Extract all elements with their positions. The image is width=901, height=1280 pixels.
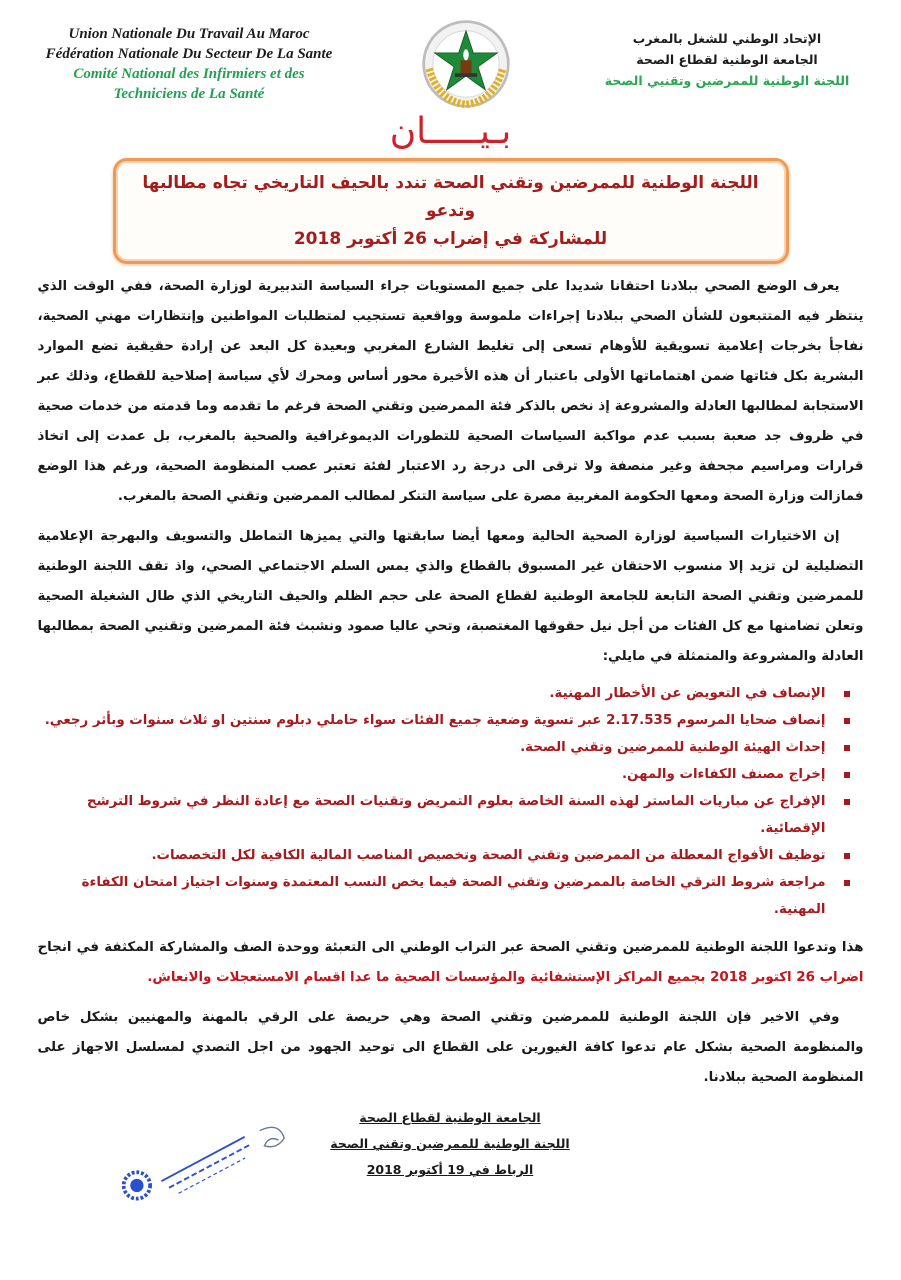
paragraph-4: وفي الاخير فإن اللجنة الوطنية للممرضين وتقني الصحة وهي حريصة على الرقي بالمهنة والمهنيين بشكل خاص والمنظومة الصحية بشكل عام تدعوا كافة الغيورين على القطاع الى توحيد الجهود من اجل التصدي لمسلسل الاجهاز على المنظومة الصحية ببلادنا. [37,1010,864,1085]
union-name-fr: Union Nationale Du Travail Au Maroc [68,26,310,42]
demand-text: الإنصاف في التعويض عن الأخطار المهنية. [549,686,826,701]
demand-text: الإفراج عن مباريات الماستر لهذه السنة الخاصة بعلوم التمريض وتقنيات الصحة مع إعادة النظر في شروط الترشح الإقصائية. [86,794,826,836]
document-type-label: بـيـــــان [389,111,512,152]
title-line-2: للمشاركة في إضراب 26 أكتوبر 2018 [293,229,608,249]
committee-name-fr-2: Techniciens de La Santé [113,86,265,102]
footer [0,1101,901,1219]
square-bullet-icon [844,691,850,697]
demand-item [38,842,864,869]
signature-federation: الجامعة الوطنية لقطاع الصحة [359,1110,541,1125]
signature-place-date: الرباط في 19 أكتوبر 2018 [366,1162,534,1177]
demands-list [38,680,864,923]
square-bullet-icon [844,799,850,805]
demand-text: إحداث الهيئة الوطنية للممرضين وتقني الصحة. [520,740,826,755]
demand-text: إنصاف ضحايا المرسوم 2.17.535 عبر تسوية وضعية جميع الفئات سواء حاملي دبلوم سنتين او ثلاث سنوات وبأثر رجعي. [44,713,826,728]
paragraph-3 [38,933,864,993]
union-name-ar: الإتحاد الوطني للشغل بالمغرب [632,31,822,46]
union-logo-icon [420,18,512,110]
committee-name-ar: اللجنة الوطنية للممرضين وتقنيي الصحة [604,73,850,88]
official-stamp-icon [118,1111,288,1207]
strike-announcement-text: اضراب 26 اكتوبر 2018 بجميع المراكز الإستشفائية والمؤسسات الصحية ما عدا اقسام الامستعجلات والانعاش. [147,970,864,985]
header-left-french [24,18,354,104]
letterhead [0,0,901,110]
square-bullet-icon [844,745,850,751]
demand-item [38,788,864,842]
square-bullet-icon [844,853,850,859]
federation-name-ar: الجامعة الوطنية لقطاع الصحة [636,52,818,67]
title-box [113,158,789,264]
square-bullet-icon [844,718,850,724]
title-line-1: اللجنة الوطنية للممرضين وتقني الصحة تندد بالحيف التاريخي تجاه مطالبها وتدعو [142,173,759,221]
demand-text: توظيف الأفواج المعطلة من الممرضين وتقني الصحة وتخصيص المناصب المالية الكافية لكل التخصصات. [151,848,826,863]
demand-item [38,761,864,788]
square-bullet-icon [844,772,850,778]
demand-item [38,680,864,707]
header-right-arabic [577,18,877,91]
logo-container [416,18,516,110]
demand-text: مراجعة شروط الترقي الخاصة بالممرضين وتقني الصحة فيما يخص النسب المعتمدة وسنوات اجتياز امتحان الكفاءة المهنية. [81,875,826,917]
square-bullet-icon [844,880,850,886]
committee-name-fr-1: Comité National des Infirmiers et des [73,66,305,82]
call-to-action-text: هذا وتدعوا اللجنة الوطنية للممرضين وتقني الصحة عبر التراب الوطني الى التعبئة ووحدة الصف والمشاركة المكثفة في انجاح [37,940,864,955]
paragraph-1: يعرف الوضع الصحي ببلادنا احتقانا شديدا على جميع المستويات جراء السياسة التدبيرية لوزارة الصحة، ففي الوقت الذي ينتظر فيه المتتبعون للشأن الصحي ببلادنا إجراءات ملموسة وواقعية تستجيب لمتطلبات المواطنين وإنتظارات مهني الصحية، نفاجأ بخرجات إعلامية تسويقية للأوهام تسعى إلى تغليط الشارع المغربي وبعيدة كل البعد عن إرادة حقيقية تضع الموارد البشرية بكل فئاتها ضمن اهتماماتها الأولى باعتبار أن هذه الأخيرة محور أساس ومحرك لأي سياسة إصلاحية للقطاع، وذلك عبر الاستجابة لمطالبها العادلة والمشروعة إذ نخص بالذكر فئة الممرضين وتقني الصحة فرغم ما تقدمه وما قدمته من خدمات صحية في ظروف جد صعبة بسبب عدم مواكبة السياسات الصحية للتطورات الديموغرافية والصحية بالمغرب، بل عمدت إلى اتخاذ قرارات ومراسيم مجحفة وغير منصفة ولا ترقى الى درجة رد الاعتبار لفئة تعتبر عصب المنظومة الصحية، ورغم هذا الوضع فمازالت وزارة الصحة ومعها الحكومة المغربية مصرة على سياسة التنكر لمطالب الممرضين وتقني الصحة بالمغرب. [37,279,864,504]
paragraph-2: إن الاختيارات السياسية لوزارة الصحية الحالية ومعها أيضا سابقتها والتي يميزها التماطل والتسويف والبهرجة الإعلامية التضليلية لن تزيد إلا منسوب الاحتقان غير المسبوق بالقطاع والذي يمس السلم الاجتماعي الصحي، واذ تقف اللجنة الوطنية للممرضين وتقني الصحة التابعة للجامعة الوطنية لقطاع الصحة على حجم الظلم والحيف التاريخي الذي طال الشغيلة الصحية وتعلن تضامنها مع كل الفئات من أجل نيل حقوقها المغتصبة، وتحي عاليا صمود ونشبث فئة الممرضين وتقنيي الصحة بمطالبها العادلة والمشروعة والمتمثلة في مايلي: [37,529,864,664]
demand-item [38,707,864,734]
federation-name-fr: Fédération Nationale Du Secteur De La Sante [45,46,333,62]
demand-item [38,869,864,923]
signature-committee: اللجنة الوطنية للممرضين وتقني الصحة [330,1136,570,1151]
signature-block [300,1105,600,1183]
demand-item [38,734,864,761]
demand-text: إخراج مصنف الكفاءات والمهن. [621,767,826,782]
